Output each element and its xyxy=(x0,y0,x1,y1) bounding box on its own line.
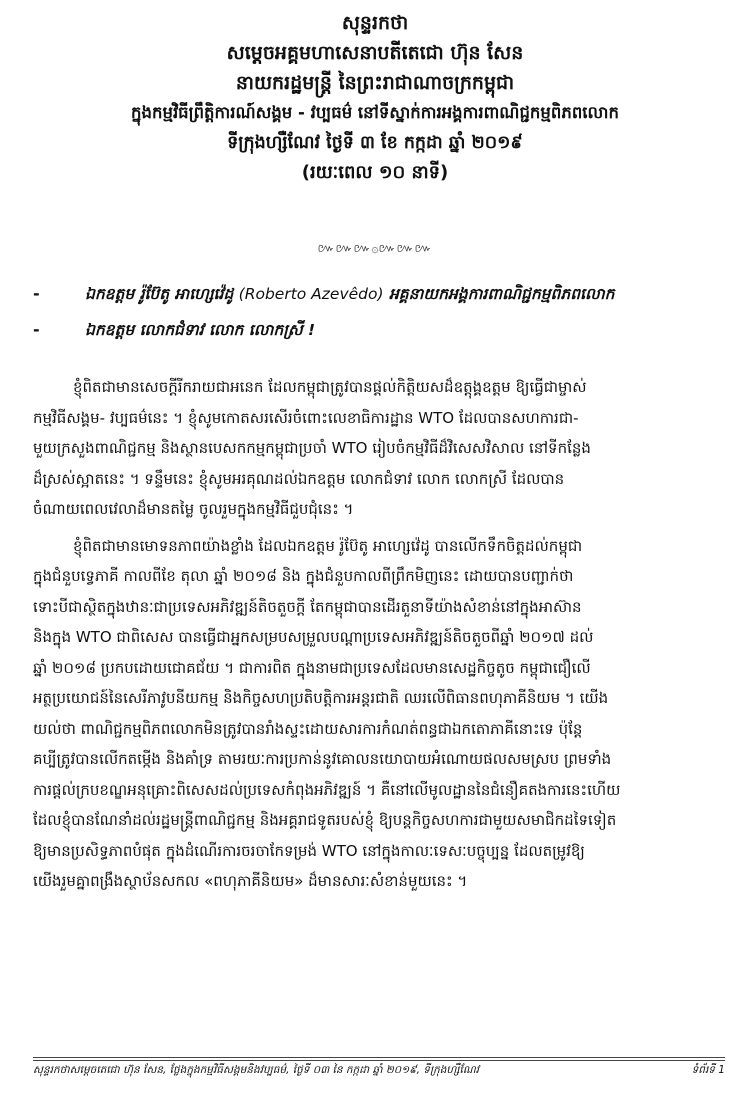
text-line: ចំណាយពេលវេលាដ៏មានតម្លៃ ចូលរួមក្នុងកម្មវិធីជួបជុំនេះ ។ xyxy=(33,500,354,518)
speech-body xyxy=(33,372,725,897)
event-name: ក្នុងកម្មវិធីព្រឹត្តិការណ៍សង្គម - វប្បធម៌ នៅទីស្នាក់ការអង្គការពាណិជ្ជកម្មពិភពលោក xyxy=(131,103,619,122)
text-line: ឆ្នាំ ២០១៨ ប្រកបដោយជោគជ័យ ។ ជាការពិត ក្នុងនាមជាប្រទេសដែលមានសេដ្ឋកិច្ចតូច កម្ពុជាជឿលើ xyxy=(33,658,591,677)
text-line: ដែលខ្ញុំបានណែនាំដល់រដ្ឋមន្ត្រីពាណិជ្ជកម្ម និងអគ្គរាជទូតរបស់ខ្ញុំ ឱ្យបន្តកិច្ចសហការជាមួយសមាជិកដទៃទៀត xyxy=(33,811,617,829)
text-line: យល់ថា ពាណិជ្ជកម្មពិភពលោកមិនត្រូវបានរាំងស្ទះដោយសារការកំណត់ពន្ធជាឯកតោភាគីនោះទេ ប៉ុន្តែ xyxy=(33,719,583,738)
salutations xyxy=(33,284,723,356)
text-line: ឱ្យមានប្រសិទ្ធភាពបំផុត ក្នុងដំណើរការចរចាកែទម្រង់ WTO នៅក្នុងកាលៈទេសៈបច្ចុប្បន្ន ដែលតម្រូវឱ្យ xyxy=(33,841,585,860)
salutation-item xyxy=(33,320,723,356)
text-line: ការផ្តល់ក្របខណ្ឌអនុគ្រោះពិសេសដល់ប្រទេសកំពុងអភិវឌ្ឍន៍ ។ គឺនៅលើមូលដ្ឋាននៃជំនឿគតងការនេះហើយ xyxy=(33,780,621,799)
speech-header xyxy=(0,8,750,188)
text-line: ទោះបីជាស្ថិតក្នុងឋានៈជាប្រទេសអភិវឌ្ឍន៍តិចតួចក្តី តែកម្ពុជាបានដើរតួនាទីយ៉ាងសំខាន់នៅក្នុងអាស៊ាន xyxy=(33,597,582,616)
text-line: កម្មវិធីសង្គម- វប្បធម៌នេះ ។ ខ្ញុំសូមកោតសរសើរចំពោះលេខាធិការដ្ឋាន WTO ដែលបានសហការជា- xyxy=(33,408,579,427)
text-line: មួយក្រសួងពាណិជ្ជកម្ម និងស្ថានបេសកកម្មកម្ពុជាប្រចាំ WTO រៀបចំកម្មវិធីដ៏វិសេសវិសាល នៅទីកន្លែង xyxy=(33,439,591,457)
footer-citation: សុន្ទរកថាសម្តេចតេជោ ហ៊ុន សែន, ថ្លែងក្នុងកម្មវិធីសង្គមនិងវប្បធម៌, ថ្ងៃទី ០៣ នៃ កក្កដា ឆ្នាំ ២០១៩, ទីក្រុងហ្សឺណែវ xyxy=(33,1064,480,1076)
salutation-prefix: ឯកឧត្តម រ៉ូប៊ែតូ អាហ្សេវ៉េដូ xyxy=(85,285,234,303)
salutation-dash: - xyxy=(33,284,40,303)
salutation-dash: - xyxy=(33,320,40,339)
page-number: ទំព័រទី 1 xyxy=(691,1064,725,1076)
page-footer xyxy=(33,1064,725,1079)
text-line: គប្បីត្រូវបានលើកតម្កើង និងគាំទ្រ តាមរយៈការប្រកាន់នូវគោលនយោបាយអំណោយផលសមស្រប ព្រមទាំង xyxy=(33,750,612,768)
text-line: ខ្ញុំពិតជាមានមោទនភាពយ៉ាងខ្លាំង ដែលឯកឧត្តម រ៉ូប៊ែតូ អាហ្សេវ៉េដូ បានលើកទឹកចិត្តដល់កម្ពុជា xyxy=(73,536,583,555)
paragraph-2 xyxy=(33,531,725,897)
salutation-prefix: ឯកឧត្តម លោកជំទាវ លោក លោកស្រី ! xyxy=(85,321,316,339)
salutation-text xyxy=(85,320,315,343)
date-place: ទីក្រុងហ្សឺណែវ ថ្ងៃទី ៣ ខែ កក្កដា ឆ្នាំ ២០១៩ xyxy=(227,133,523,153)
text-line: យើងរួមគ្នាពង្រឹងស្ថាប័នសកល «ពហុភាគីនិយម» ដ៏មានសារៈសំខាន់មួយនេះ ។ xyxy=(33,872,468,890)
salutation-item xyxy=(33,284,723,320)
speech-title: សុន្ទរកថា xyxy=(341,12,409,34)
speaker-name: សម្តេចអគ្គមហាសេនាបតីតេជោ ហ៊ុន សែន xyxy=(226,42,524,64)
footer-divider xyxy=(33,1057,725,1061)
speaker-position: នាយករដ្ឋមន្ត្រី នៃព្រះរាជាណាចក្រកម្ពុជា xyxy=(235,72,515,94)
salutation-latin-name: (Roberto Azevêdo) xyxy=(238,285,384,303)
paragraph-1 xyxy=(33,372,725,525)
ornament-divider: ៚៚៚۞៚៚៚ xyxy=(317,241,433,255)
text-line: អត្ថប្រយោជន៍នៃសេរីភាវូបនីយកម្ម និងកិច្ចសហប្រតិបត្តិការអន្តរជាតិ ឈរលើពិធានពហុភាគីនិយម ។ យើង xyxy=(33,689,609,707)
text-line: និងក្នុង WTO ជាពិសេស បានធ្វើជាអ្នកសម្របសម្រួលបណ្តាប្រទេសអភិវឌ្ឍន៍តិចតួចពីឆ្នាំ ២០១៧ ដល់ xyxy=(33,628,594,646)
salutation-suffix: អគ្គនាយកអង្គការពាណិជ្ជកម្មពិភពលោក xyxy=(388,285,615,303)
text-line: ដ៏ស្រស់ស្អាតនេះ ។ ទន្ទឹមនេះ ខ្ញុំសូមអរគុណដល់ឯកឧត្តម លោកជំទាវ លោក លោកស្រី ដែលបាន xyxy=(33,469,565,488)
salutation-text xyxy=(85,284,614,307)
text-line: ខ្ញុំពិតជាមានសេចក្តីរីករាយជាអនេក ដែលកម្ពុជាត្រូវបានផ្តល់កិត្តិយសដ៏ឧត្តុង្គឧត្តម ឱ្យធ្វើជាម្ចាស់ xyxy=(73,378,587,396)
text-line: ក្នុងជំនួបទ្វេភាគី កាលពីខែ តុលា ឆ្នាំ ២០១៨ និង ក្នុងជំនួបកាលពីព្រឹកមិញនេះ ដោយបានបញ្ជាក់ថា xyxy=(33,567,574,585)
speech-duration: (រយៈពេល ១០ នាទី) xyxy=(301,162,449,183)
